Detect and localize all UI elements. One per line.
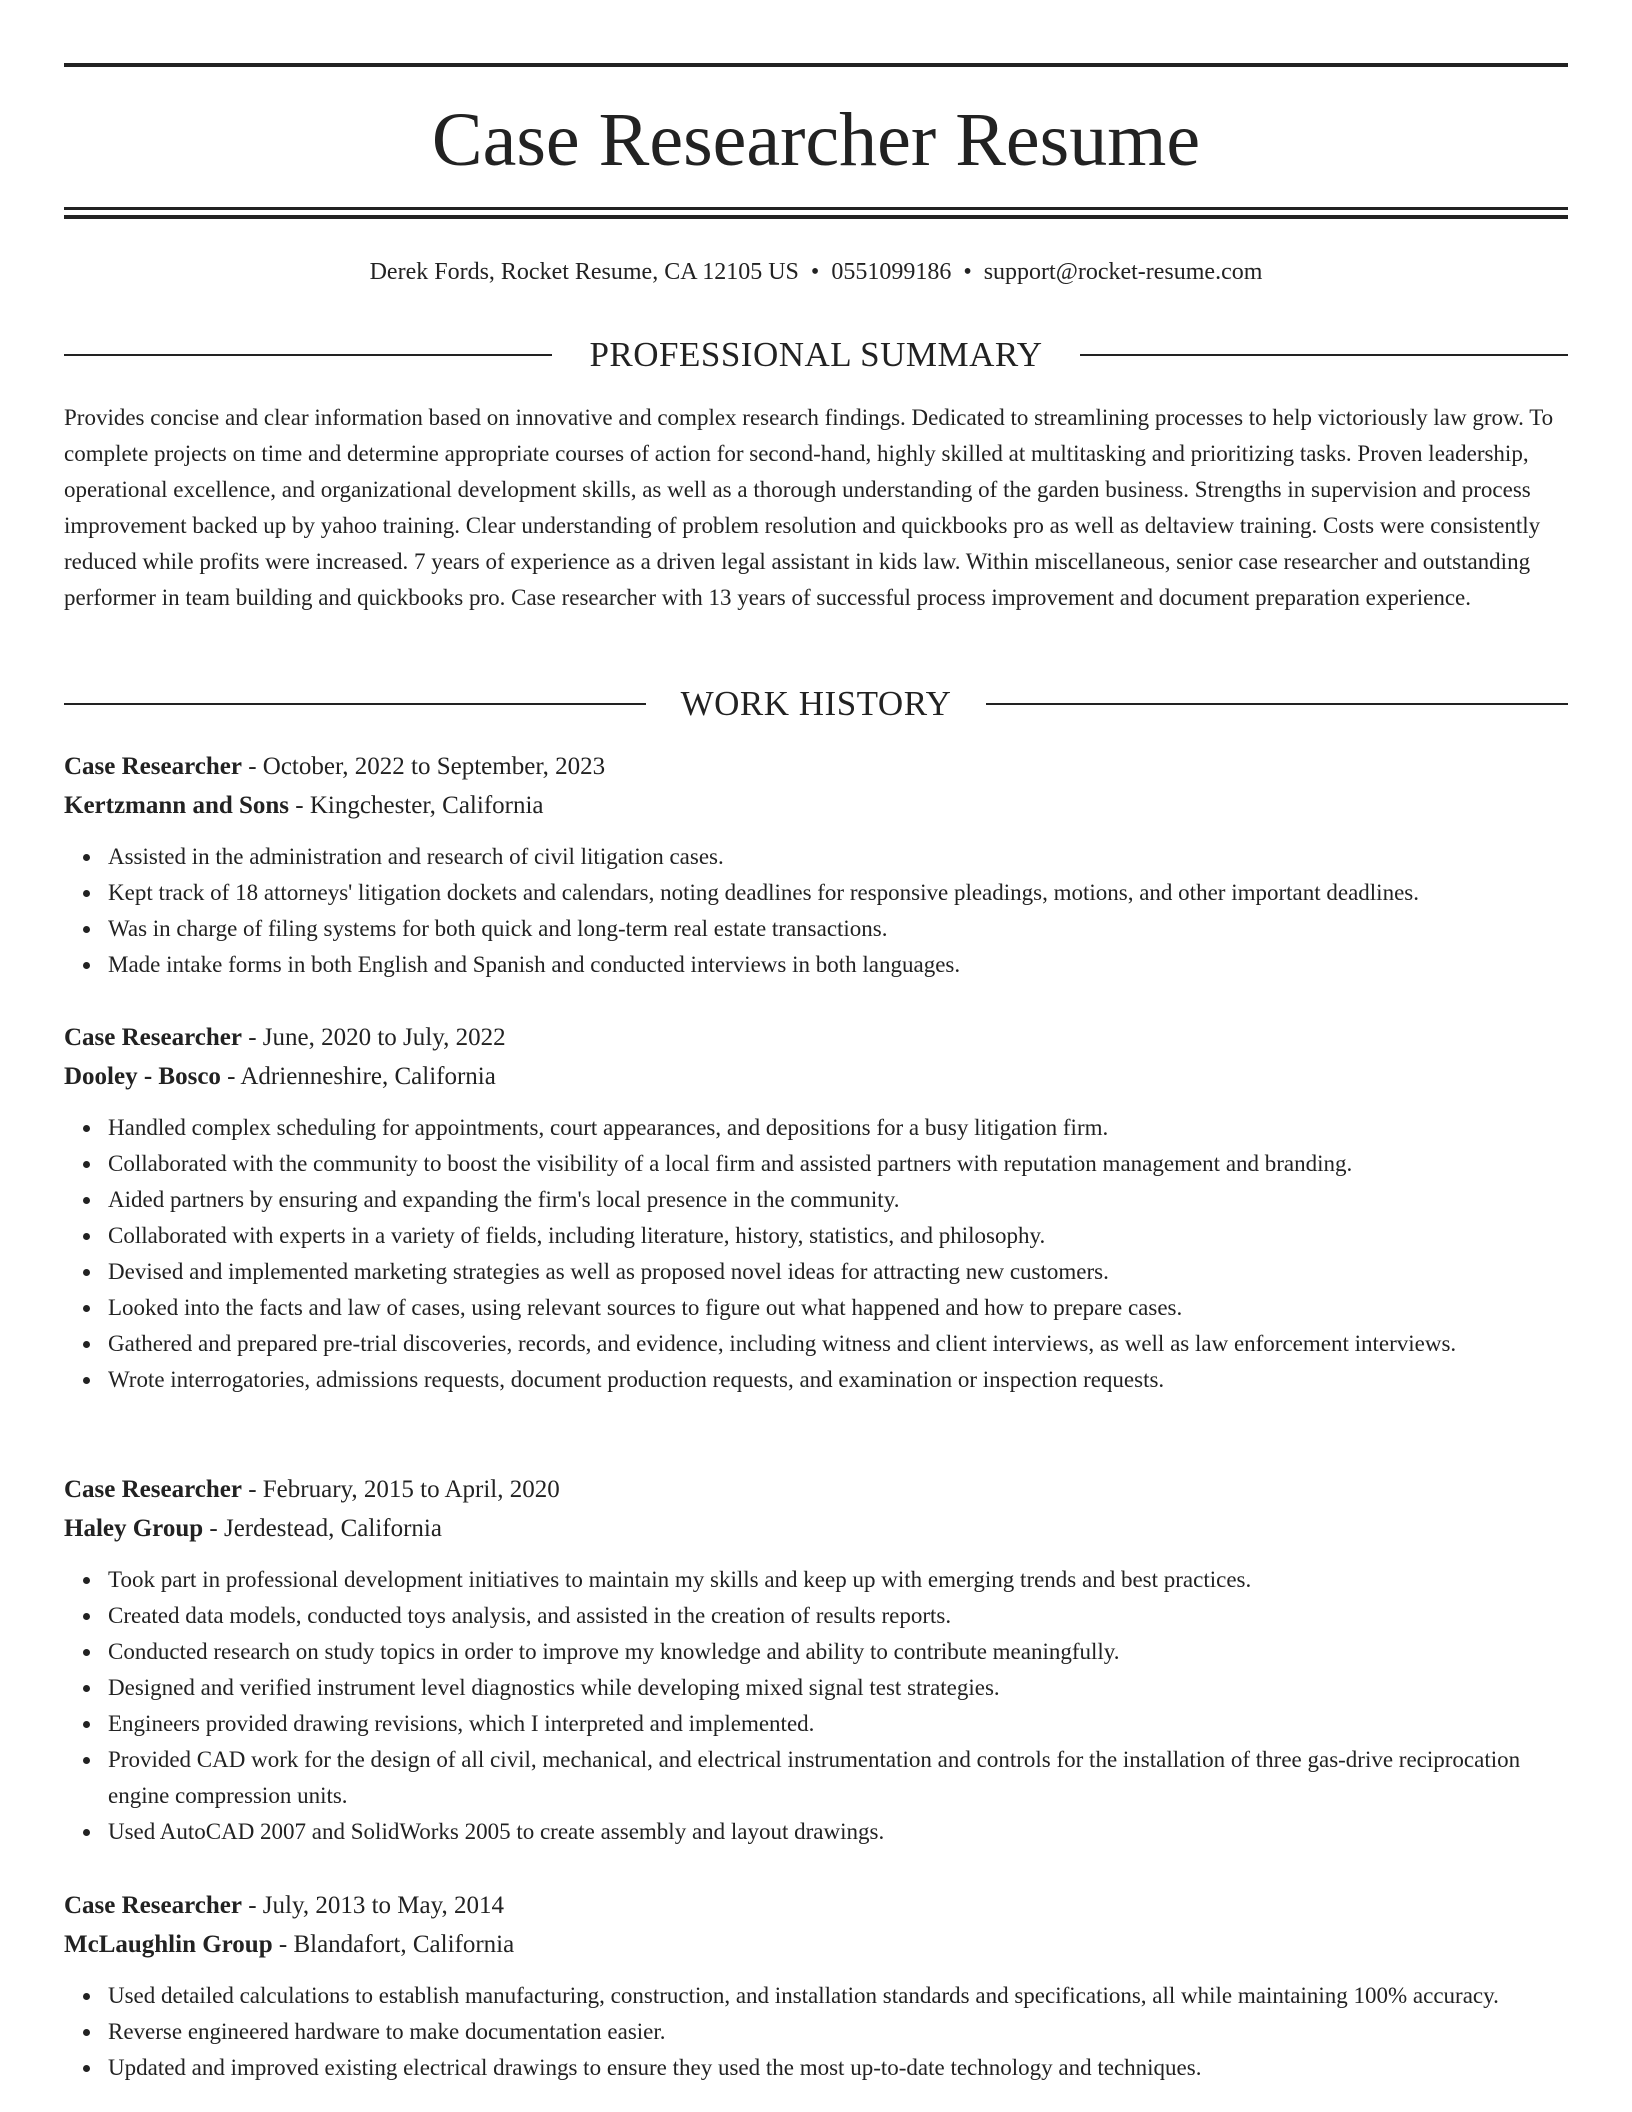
job-company-line: [64, 1057, 1568, 1096]
job-company-line: [64, 786, 1568, 825]
summary-heading-label: PROFESSIONAL SUMMARY: [589, 335, 1043, 374]
job-bullet: Was in charge of filing systems for both quick and long-term real estate transactions.: [108, 911, 1568, 947]
job-bullet: Aided partners by ensuring and expanding the firm's local presence in the community.: [108, 1182, 1568, 1218]
job-title-line: [64, 1018, 1568, 1057]
heading-rule-right: [1080, 354, 1568, 356]
job-bullet: Collaborated with experts in a variety of fields, including literature, history, statistics, and philosophy.: [108, 1218, 1568, 1254]
work-history-heading-label: WORK HISTORY: [680, 684, 952, 723]
job-bullets: [64, 1562, 1568, 1850]
job-title: Case Researcher: [64, 1892, 242, 1919]
contact-email: support@rocket-resume.com: [983, 259, 1263, 285]
heading-rule-right: [986, 703, 1568, 705]
job-title: Case Researcher: [64, 1024, 242, 1051]
job-dates: - February, 2015 to April, 2020: [241, 1476, 560, 1503]
job-bullet: Used AutoCAD 2007 and SolidWorks 2005 to create assembly and layout drawings.: [108, 1814, 1568, 1850]
job-bullet: Collaborated with the community to boost the visibility of a local firm and assisted partners with reputation management and branding.: [108, 1146, 1568, 1182]
job-company: Dooley - Bosco: [64, 1063, 221, 1090]
title-rule-upper: [64, 207, 1568, 210]
job-bullet: Looked into the facts and law of cases, using relevant sources to figure out what happened and how to prepare cases.: [108, 1290, 1568, 1326]
summary-heading: [64, 331, 1568, 379]
job-bullet: Created data models, conducted toys analysis, and assisted in the creation of results reports.: [108, 1598, 1568, 1634]
job-bullets: [64, 1110, 1568, 1398]
job-location: - Adrienneshire, California: [220, 1063, 496, 1090]
job-entry: [64, 1886, 1568, 2086]
resume-title: Case Researcher Resume: [431, 98, 1201, 182]
job-company: Kertzmann and Sons: [64, 792, 290, 819]
job-bullet: Designed and verified instrument level diagnostics while developing mixed signal test strategies.: [108, 1670, 1568, 1706]
contact-separator: •: [963, 259, 972, 285]
job-bullets: [64, 1978, 1568, 2086]
job-entry: [64, 1018, 1568, 1398]
job-entry: [64, 747, 1568, 983]
job-dates: - June, 2020 to July, 2022: [241, 1024, 506, 1051]
job-bullet: Conducted research on study topics in order to improve my knowledge and ability to contribute meaningfully.: [108, 1634, 1568, 1670]
job-bullet: Handled complex scheduling for appointments, court appearances, and depositions for a busy litigation firm.: [108, 1110, 1568, 1146]
job-company-line: [64, 1925, 1568, 1964]
job-title-line: [64, 747, 1568, 786]
summary-text: Provides concise and clear information based on innovative and complex research findings. Dedicated to streamlining processes to help victoriously law grow. To complete projects on time and determine appropriate courses of action for second-hand, highly skilled at multitasking and prioritizing tasks. Proven leadership, operational excellence, and organizational development skills, as well as a thorough understanding of the garden business. Strengths in supervision and process improvement backed up by yahoo training. Clear understanding of problem resolution and quickbooks pro as well as deltaview training. Costs were consistently reduced while profits were increased. 7 years of experience as a driven legal assistant in kids law. Within miscellaneous, senior case researcher and outstanding performer in team building and quickbooks pro. Case researcher with 13 years of successful process improvement and document preparation experience.: [64, 405, 1554, 610]
job-bullet: Engineers provided drawing revisions, which I interpreted and implemented.: [108, 1706, 1568, 1742]
job-bullet: Assisted in the administration and research of civil litigation cases.: [108, 839, 1568, 875]
job-location: - Kingchester, California: [289, 792, 544, 819]
contact-line: [64, 254, 1568, 290]
job-title: Case Researcher: [64, 753, 242, 780]
contact-name-address: Derek Fords, Rocket Resume, CA 12105 US: [369, 259, 799, 285]
job-company: Haley Group: [64, 1515, 204, 1542]
job-bullet: Gathered and prepared pre-trial discoveries, records, and evidence, including witness and client interviews, as well as law enforcement interviews.: [108, 1326, 1568, 1362]
job-bullet: Updated and improved existing electrical drawings to ensure they used the most up-to-date technology and techniques.: [108, 2050, 1568, 2086]
job-bullet: Kept track of 18 attorneys' litigation dockets and calendars, noting deadlines for responsive pleadings, motions, and other important deadlines.: [108, 875, 1568, 911]
job-bullets: [64, 839, 1568, 983]
work-history-heading: [64, 680, 1568, 728]
contact-separator: •: [810, 259, 820, 285]
job-company: McLaughlin Group: [64, 1931, 273, 1958]
job-bullet: Reverse engineered hardware to make documentation easier.: [108, 2014, 1568, 2050]
job-bullet: Wrote interrogatories, admissions requests, document production requests, and examination or inspection requests.: [108, 1362, 1568, 1398]
job-location: - Blandafort, California: [272, 1931, 515, 1958]
contact-phone: 0551099186: [831, 259, 952, 285]
job-title-line: [64, 1470, 1568, 1509]
top-rule: [64, 63, 1568, 67]
job-bullet: Devised and implemented marketing strategies as well as proposed novel ideas for attracting new customers.: [108, 1254, 1568, 1290]
job-company-line: [64, 1509, 1568, 1548]
job-bullet: Made intake forms in both English and Spanish and conducted interviews in both languages.: [108, 947, 1568, 983]
job-bullet: Provided CAD work for the design of all civil, mechanical, and electrical instrumentation and controls for the installation of three gas-drive reciprocation engine compression units.: [108, 1742, 1568, 1814]
job-dates: - July, 2013 to May, 2014: [241, 1892, 504, 1919]
job-entry: [64, 1470, 1568, 1850]
job-bullet: Used detailed calculations to establish manufacturing, construction, and installation standards and specifications, all while maintaining 100% accuracy.: [108, 1978, 1568, 2014]
job-title-line: [64, 1886, 1568, 1925]
job-location: - Jerdestead, California: [203, 1515, 442, 1542]
job-title: Case Researcher: [64, 1476, 242, 1503]
job-bullet: Took part in professional development initiatives to maintain my skills and keep up with emerging trends and best practices.: [108, 1562, 1568, 1598]
job-dates: - October, 2022 to September, 2023: [241, 753, 606, 780]
title-rule-lower: [64, 215, 1568, 219]
